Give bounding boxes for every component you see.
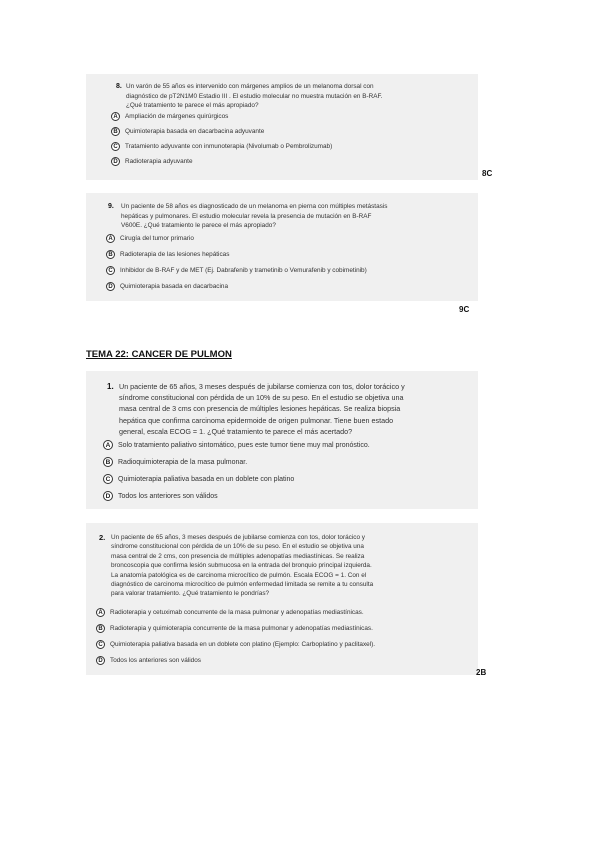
answer-label-9: 9C xyxy=(459,305,470,314)
option-2b[interactable] xyxy=(96,624,373,633)
answer-label-8: 8C xyxy=(482,169,493,178)
option-label: Radioterapia adyuvante xyxy=(125,158,193,165)
option-label: Cirugía del tumor primario xyxy=(120,235,194,242)
option-letter: D xyxy=(111,157,120,166)
option-9a[interactable] xyxy=(106,234,194,243)
question-1 xyxy=(107,381,405,437)
question-number: 8. xyxy=(116,83,122,90)
option-letter: A xyxy=(96,608,105,617)
option-letter: C xyxy=(111,142,120,151)
option-label: Inhibidor de B-RAF y de MET (Ej. Dabrafenib y trametinib o Vemurafenib y cobimetinib) xyxy=(120,267,367,274)
option-letter: A xyxy=(103,440,113,450)
option-letter: A xyxy=(111,112,120,121)
option-label: Radioterapia y quimioterapia concurrente de la masa pulmonar y adenopatías mediastínicas. xyxy=(110,625,373,632)
option-label: Quimioterapia basada en dacarbacina adyuvante xyxy=(125,128,265,135)
option-label: Quimioterapia paliativa basada en un doblete con platino xyxy=(118,475,295,483)
question-text: Un paciente de 65 años, 3 meses después de jubilarse comienza con tos, dolor torácico y síndrome constitucional con pérdida de un 10% de su peso. En el estudio se objetiva una masa central de 3 cms con presencia de múltiples lesiones hepáticas. Se realiza biopsia hepática que confirma carcinoma epidermoide de origen pulmonar. Tiene buen estado general, escala ECOG = 1. ¿Qué tratamiento te parece el más acertado? xyxy=(119,382,405,436)
option-label: Quimioterapia basada en dacarbacina xyxy=(120,283,229,290)
option-letter: B xyxy=(111,127,120,136)
option-9c[interactable] xyxy=(106,266,367,275)
option-letter: B xyxy=(103,457,113,467)
question-8 xyxy=(116,82,382,111)
question-number: 9. xyxy=(108,203,114,210)
answer-label-2: 2B xyxy=(476,668,487,677)
question-2 xyxy=(99,533,373,599)
option-9b[interactable] xyxy=(106,250,229,259)
option-letter: B xyxy=(96,624,105,633)
option-letter: D xyxy=(103,491,113,501)
option-1a[interactable] xyxy=(103,440,370,450)
option-8d[interactable] xyxy=(111,157,193,166)
option-label: Solo tratamiento paliativo sintomático, pues este tumor tiene muy mal pronóstico. xyxy=(118,441,370,449)
option-8a[interactable] xyxy=(111,112,228,121)
option-letter: B xyxy=(106,250,115,259)
question-text: Un paciente de 58 años es diagnosticado de un melanoma en pierna con múltiples metástasis hepáticas y pulmonares. El estudio molecular revela la presencia de mutación en B-RAF V600E. ¿Qué tratamiento le parece el más apropiado? xyxy=(121,203,388,229)
option-letter: D xyxy=(96,656,105,665)
option-8b[interactable] xyxy=(111,127,264,136)
option-label: Todos los anteriores son válidos xyxy=(118,492,218,500)
option-label: Tratamiento adyuvante con inmunoterapia (Nivolumab o Pembrolizumab) xyxy=(125,143,333,150)
option-letter: D xyxy=(106,282,115,291)
option-1c[interactable] xyxy=(103,474,294,484)
option-9d[interactable] xyxy=(106,282,228,291)
option-label: Radioterapia de las lesiones hepáticas xyxy=(120,251,230,258)
option-8c[interactable] xyxy=(111,142,332,151)
option-letter: A xyxy=(106,234,115,243)
section-title: TEMA 22: CANCER DE PULMON xyxy=(86,349,232,360)
option-letter: C xyxy=(103,474,113,484)
option-label: Quimioterapia paliativa basada en un doblete con platino (Ejemplo: Carboplatino y paclitaxel). xyxy=(110,641,376,648)
option-label: Todos los anteriores son válidos xyxy=(110,657,201,664)
question-text: Un paciente de 65 años, 3 meses después de jubilarse comienza con tos, dolor torácico y síndrome constitucional con pérdida de un 10% de su peso. En el estudio se objetiva una masa central de 2 cms, con presencia de múltiples adenopatías mediastínicas. Se realiza broncoscopia que confirma lesión submucosa en la entrada del bronquio principal izquierda. La anatomía patológica es de carcinoma microcítico de pulmón. Escala ECOG = 1. Con el diagnóstico de carcinoma microcítico de pulmón enfermedad limitada se remite a tu consulta para valorar tratamiento. ¿Qué tratamiento le pondrías? xyxy=(111,534,374,598)
option-2a[interactable] xyxy=(96,608,364,617)
option-letter: C xyxy=(106,266,115,275)
option-label: Ampliación de márgenes quirúrgicos xyxy=(125,113,229,120)
option-letter: C xyxy=(96,640,105,649)
question-number: 2. xyxy=(99,533,106,542)
option-2c[interactable] xyxy=(96,640,375,649)
option-label: Radioquimioterapia de la masa pulmonar. xyxy=(118,458,248,466)
question-number: 1. xyxy=(107,382,114,391)
option-1d[interactable] xyxy=(103,491,218,501)
option-2d[interactable] xyxy=(96,656,201,665)
option-1b[interactable] xyxy=(103,457,247,467)
option-label: Radioterapia y cetuximab concurrente de la masa pulmonar y adenopatías mediastínicas. xyxy=(110,609,364,616)
question-text: Un varón de 55 años es intervenido con márgenes amplios de un melanoma dorsal con diagnóstico de pT2N1M0 Estadio III . El estudio molecular no muestra mutación en B-RAF. ¿Qué tratamiento te parece el más apropiado? xyxy=(126,83,383,109)
question-9 xyxy=(108,202,387,231)
